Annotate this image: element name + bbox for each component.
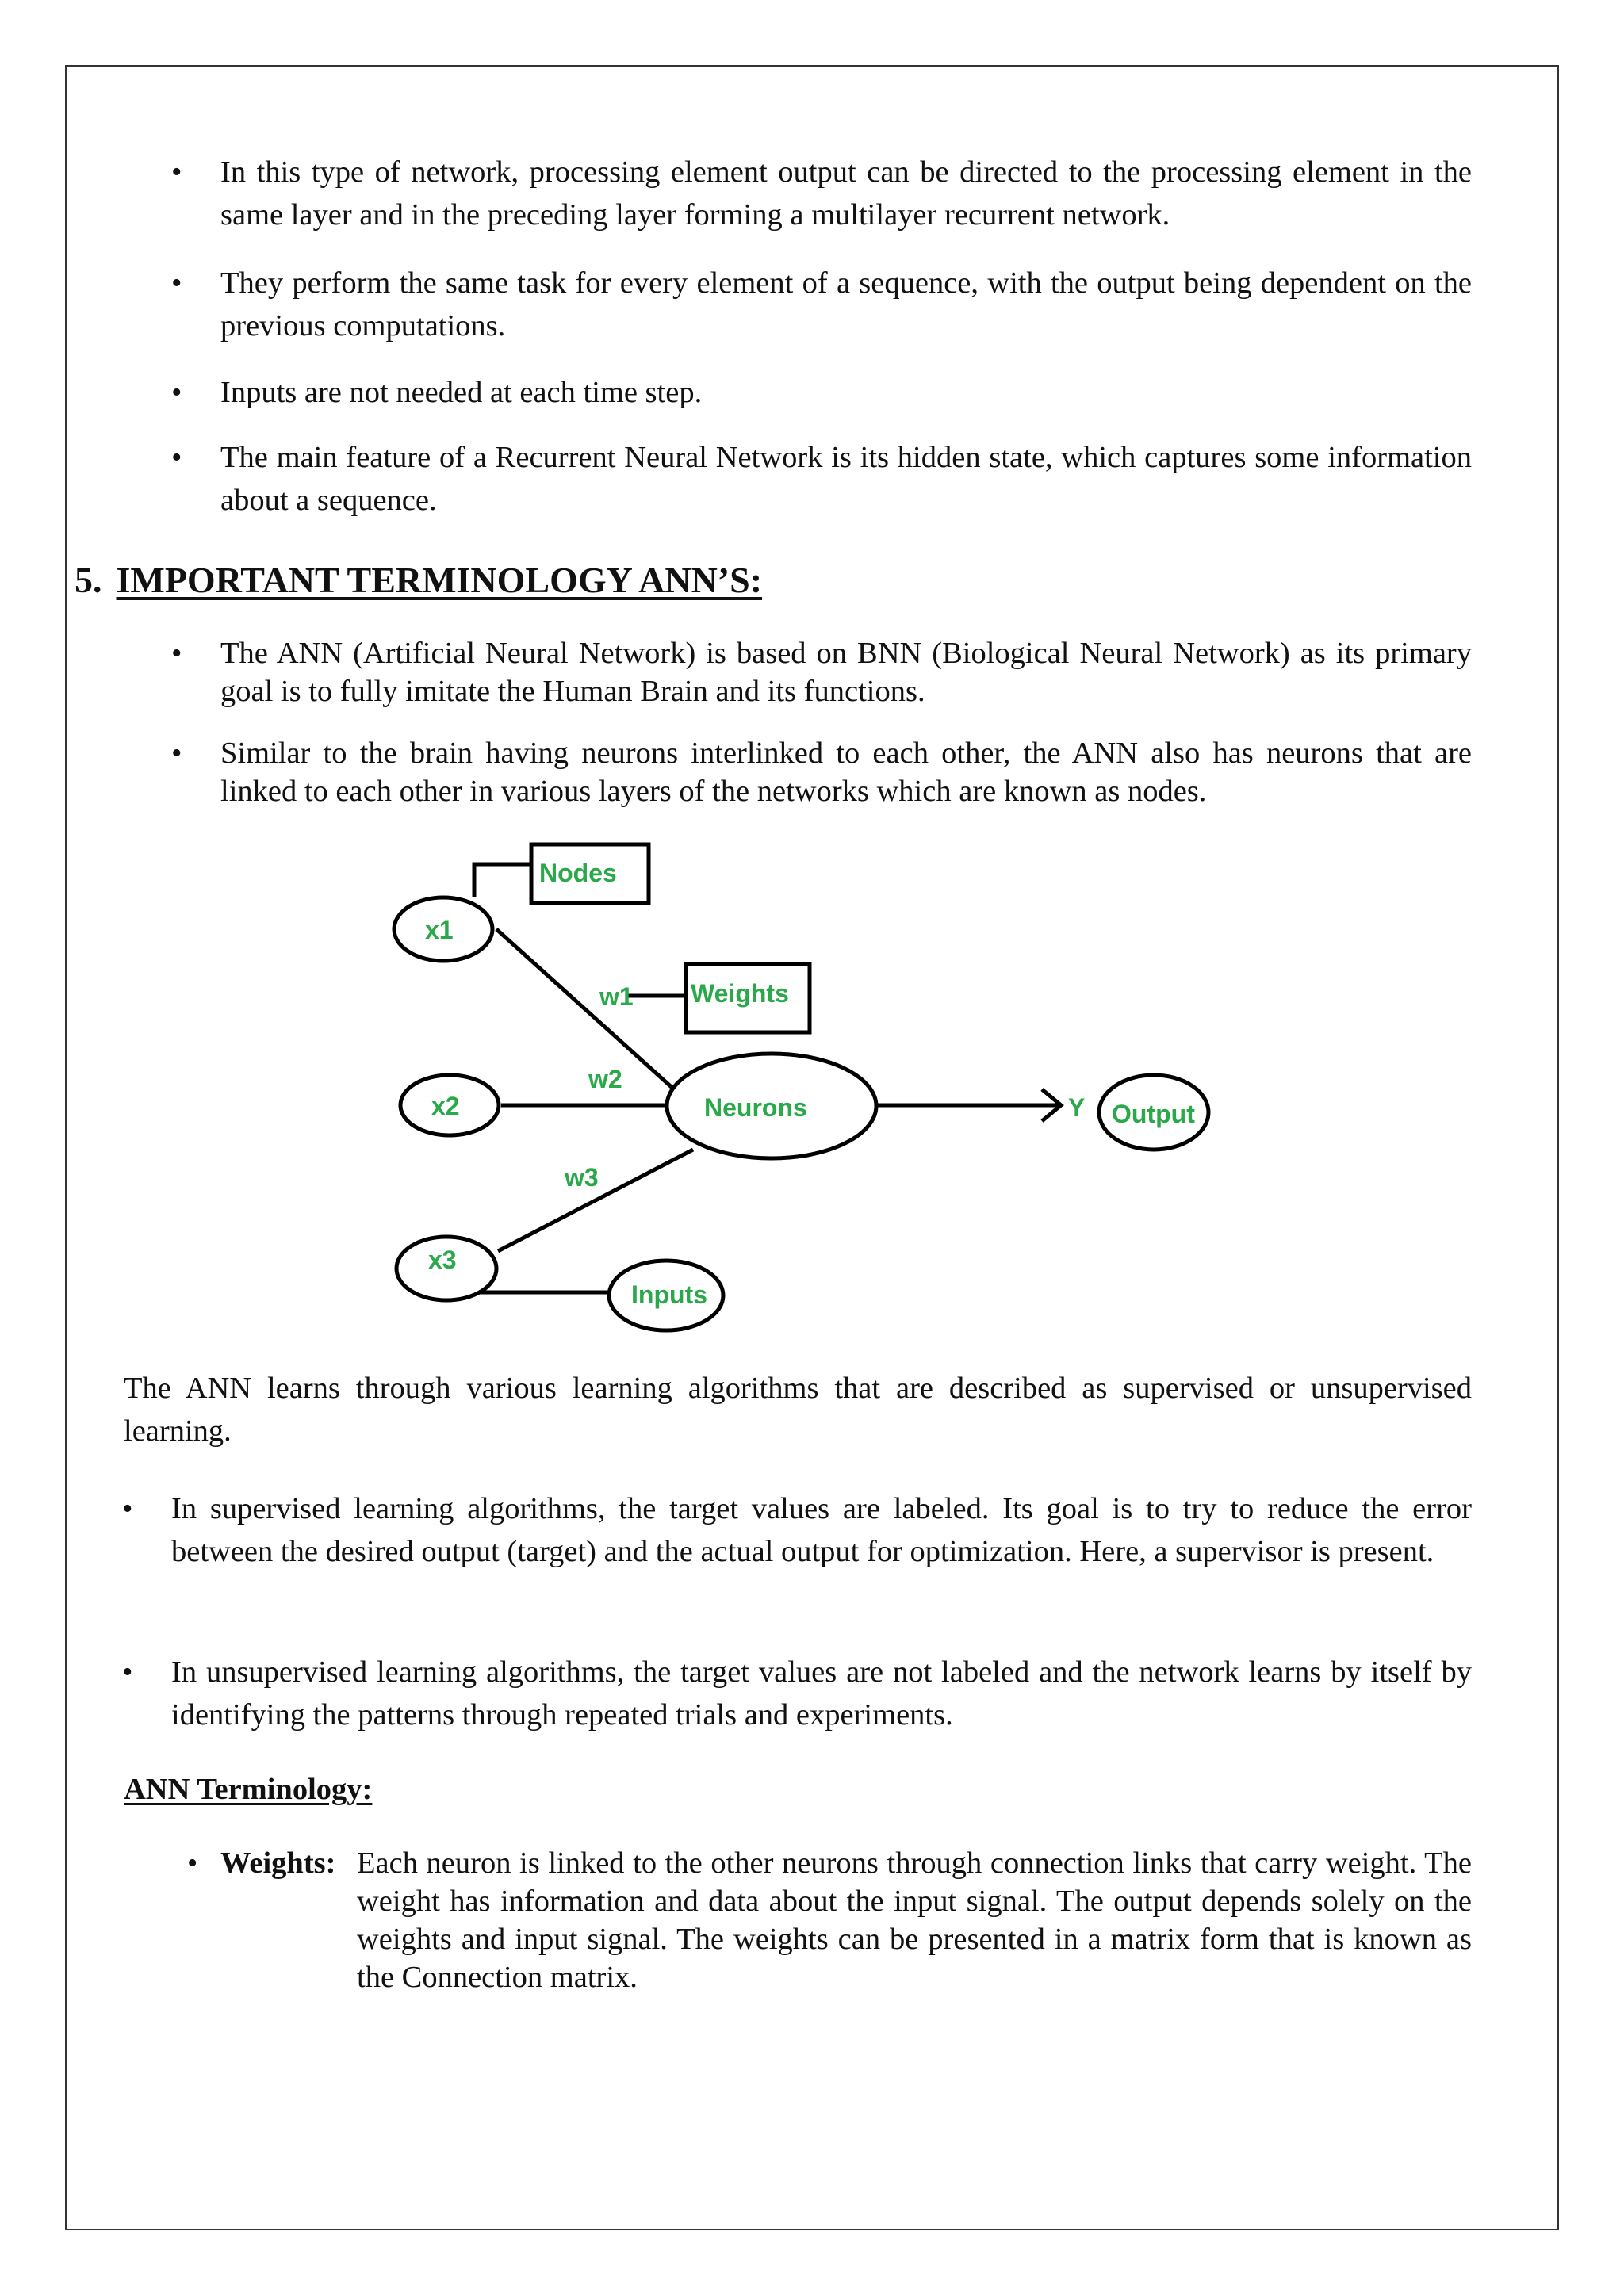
nodes-connector	[474, 864, 531, 897]
bullet-dot: •	[171, 266, 182, 300]
section-bullet-text: The ANN (Artificial Neural Network) is based on BNN (Biological Neural Network) as its primary goal is to fully imitate the Human Brain and its functions.	[220, 637, 1472, 708]
intro-bullet-text: The main feature of a Recurrent Neural Network is its hidden state, which captures some information about a sequence.	[220, 441, 1472, 517]
intro-bullet-text: In this type of network, processing element output can be directed to the processing element in the same layer and in the preceding layer forming a multilayer recurrent network.	[220, 155, 1472, 232]
neurons-label: Neurons	[704, 1093, 807, 1122]
y-label: Y	[1068, 1093, 1086, 1122]
section-bullet-text: Similar to the brain having neurons interlinked to each other, the ANN also has neurons that are linked to each other in various layers of the networks which are known as nodes.	[220, 737, 1472, 808]
learning-bullet-text: In supervised learning algorithms, the target values are labeled. Its goal is to try to reduce the error between the desired output (target) and the actual output for optimization. Here, a supervisor is present.	[171, 1492, 1472, 1568]
x2-label: x2	[431, 1092, 460, 1120]
weights-label: Weights	[691, 979, 789, 1008]
term-weights: Weights:	[220, 1846, 336, 1880]
terminology-heading: ANN Terminology:	[124, 1773, 373, 1806]
output-label: Output	[1112, 1100, 1195, 1128]
section-number: 5.	[75, 560, 102, 600]
intro-bullet	[171, 262, 1472, 347]
x3-label: x3	[428, 1246, 457, 1274]
inputs-label: Inputs	[631, 1280, 707, 1309]
bullet-dot: •	[171, 441, 182, 474]
learning-bullet-text: In unsupervised learning algorithms, the target values are not labeled and the network learns by itself by identifying the patterns through repeated trials and experiments.	[171, 1655, 1472, 1732]
bullet-dot: •	[122, 1655, 133, 1689]
section-bullet	[171, 634, 1472, 710]
learning-bullet	[122, 1651, 1472, 1736]
learning-paragraph: The ANN learns through various learning algorithms that are described as supervised or unsupervised learning.	[124, 1372, 1472, 1448]
bullet-dot: •	[171, 155, 182, 189]
intro-bullet-text: Inputs are not needed at each time step.	[220, 376, 703, 409]
intro-bullet	[171, 151, 1472, 236]
section-heading	[75, 557, 762, 604]
bullet-dot: •	[187, 1846, 198, 1880]
term-weights-definition: Each neuron is linked to the other neurons through connection links that carry weight. The weight has information and data about the input signal. The output depends solely on the weights and input signal. The weights can be presented in a matrix form that is known as the Connection matrix.	[357, 1846, 1472, 1994]
bullet-dot: •	[171, 637, 182, 670]
intro-bullet	[171, 436, 1472, 522]
x1-connection	[496, 929, 674, 1089]
ann-diagram	[373, 832, 1269, 1340]
nodes-label: Nodes	[539, 859, 617, 887]
section-bullet	[171, 734, 1472, 810]
section-title: IMPORTANT TERMINOLOGY ANN’S:	[116, 560, 763, 600]
diagram-shapes	[394, 844, 1208, 1330]
w1-label: w1	[599, 982, 634, 1011]
bullet-dot: •	[171, 376, 182, 409]
w2-label: w2	[588, 1065, 622, 1093]
intro-bullet	[171, 371, 1472, 414]
bullet-dot: •	[122, 1492, 133, 1525]
learning-bullet	[122, 1487, 1472, 1573]
bullet-dot: •	[171, 737, 182, 770]
intro-bullet-text: They perform the same task for every element of a sequence, with the output being dependent on the previous computations.	[220, 266, 1472, 342]
x1-label: x1	[425, 916, 454, 944]
w3-label: w3	[565, 1163, 599, 1192]
